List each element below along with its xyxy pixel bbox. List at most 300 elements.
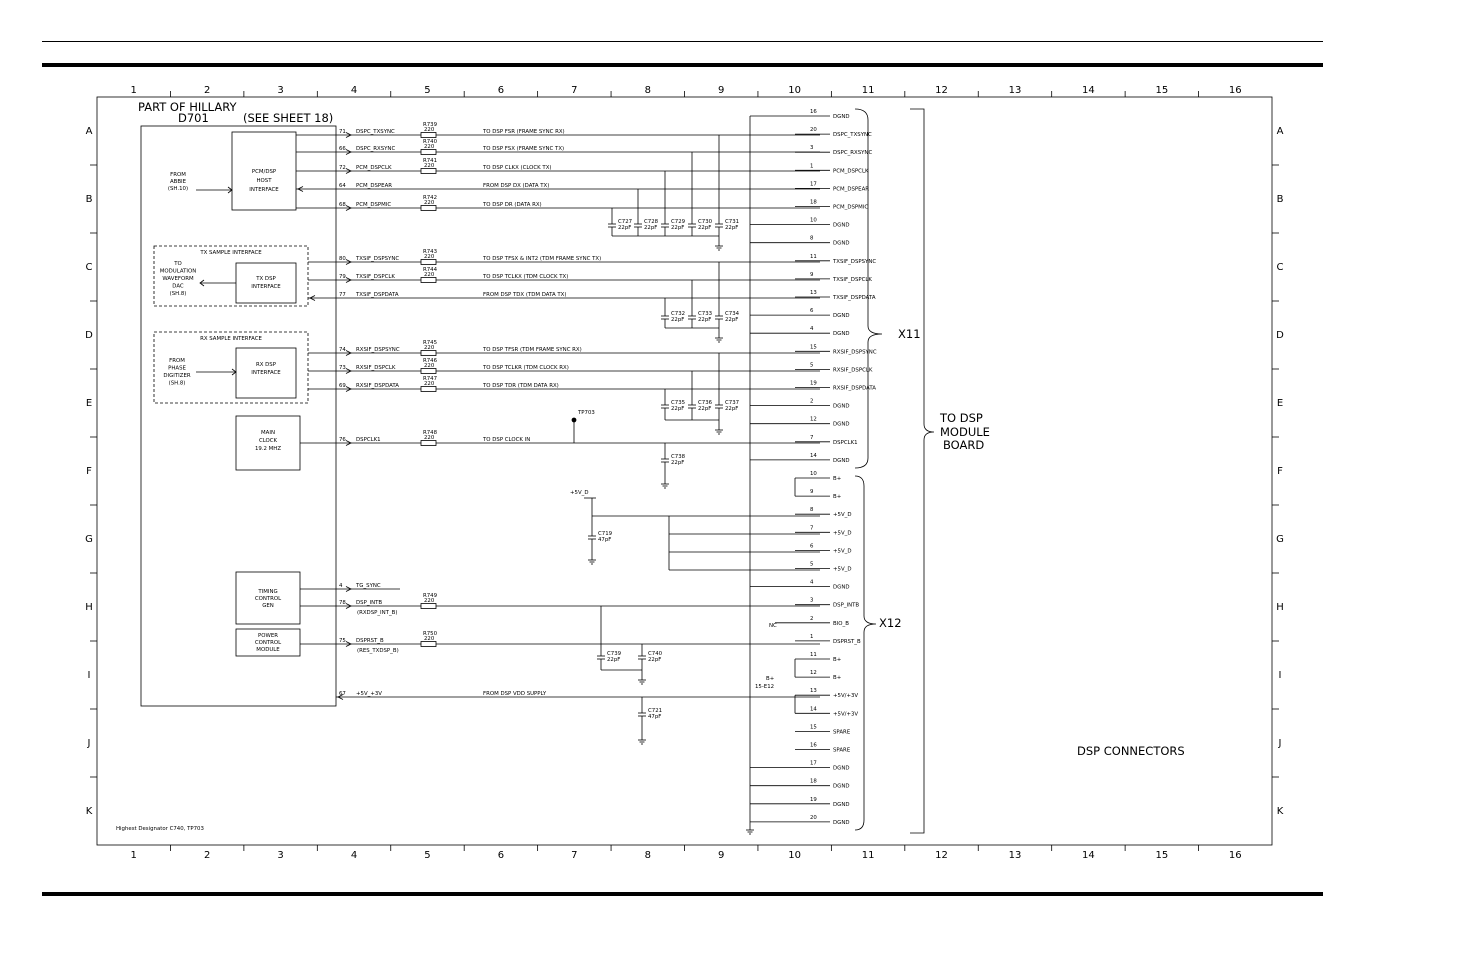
row-label-left: H [85,602,93,613]
pin-number: 64 [339,183,346,189]
pin-number: 4 [339,583,343,589]
x12-pin-number: 3 [810,597,814,604]
capacitor-value: 22pF [671,317,685,323]
x12-label: X12 [879,616,902,630]
x11-pin-number: 2 [810,398,814,405]
frame-border [97,97,1272,845]
x11-pin-number: 15 [810,344,817,351]
net-name: PCM_DSPMIC [356,202,392,208]
capacitor-ref: C732 [671,311,686,317]
capacitor-value: 22pF [648,657,662,663]
x12-pin-name: SPARE [833,729,851,736]
x11-pin-name: PCM_DSPCLK [833,168,869,175]
pin-number: 78 [339,600,346,606]
x12-pin-number: 15 [810,724,817,731]
x12-pin-name: B+ [833,675,842,682]
capacitor-ref: C728 [644,219,659,225]
main-clock-label: CLOCK [258,438,278,444]
net-name: TG_SYNC [356,583,381,589]
timing-label: GEN [262,603,274,609]
x12-pin-name: B+ [833,476,842,482]
x11-pin-name: DSPCLK1 [833,439,858,446]
resistor-ref: R743 [423,249,438,255]
resistor [421,441,436,446]
x11-pin-number: 1 [810,163,814,170]
row-label-left: J [87,738,91,749]
to-modulation-label: MODULATION [159,268,197,275]
bplus-offsheet-label: B+ [766,676,775,682]
timing-label: CONTROL [254,596,282,602]
d701-ref: D701 [178,111,209,125]
column-label-top: 8 [644,85,651,96]
timing-label: TIMING [258,589,278,595]
x11-pin-number: 7 [810,434,814,441]
net-alias: (RES_TXDSP_B) [357,648,399,654]
column-label-bottom: 16 [1228,850,1242,861]
pin-number: 75 [339,638,346,644]
net-name: RXSIF_DSPCLK [356,365,396,371]
pin-number: 80 [339,256,346,262]
signal-description: TO DSP FSR (FRAME SYNC RX) [483,129,565,135]
from-abbie-label: (SH.10) [167,186,189,192]
row-label-right: K [1276,806,1284,817]
net-name: RXSIF_DSPDATA [356,383,399,389]
x11-pin-name: DGND [833,313,850,320]
row-label-left: K [85,806,93,817]
x12-pin-name: B+ [833,494,842,501]
x11-pin-number: 14 [810,452,817,459]
column-label-bottom: 13 [1008,850,1022,861]
from-phase-label: PHASE [168,365,186,372]
capacitor-ref: C737 [725,400,740,406]
x12-pin-name: +5V_D [833,530,852,537]
connectors-x11-x12 [750,109,934,833]
signal-description: TO DSP TCLKX (TDM CLOCK TX) [483,274,569,280]
x12-pin-number: 4 [810,579,814,586]
column-label-top: 9 [718,85,725,96]
highest-designator-note: Highest Designator C740, TP703 [116,826,204,832]
resistor-ref: R744 [423,267,438,273]
capacitor-value: 22pF [698,406,712,412]
signal-description: FROM DSP DX (DATA TX) [483,183,550,189]
main-clock-label: MAIN [261,430,275,436]
pin-number: 76 [339,437,346,443]
resistor [421,260,436,265]
x12-pin-number: 13 [810,688,817,695]
net-name: DSP_INTB [356,600,383,606]
capacitor-labels [598,219,740,720]
pin-number: 66 [339,146,346,152]
resistor [421,278,436,283]
pcm-dsp-label: PCM/DSP [251,169,277,175]
net-name: DSPCLK1 [356,437,381,443]
column-label-bottom: 1 [130,850,137,861]
power-label: MODULE [256,647,280,653]
column-label-bottom: 10 [788,850,802,861]
column-label-bottom: 9 [718,850,725,861]
x12-pin-name: DGND [833,765,850,772]
x11-pin-name: PCM_DSPMIC [833,204,869,211]
resistor-value: 220 [424,200,435,206]
rx-dsp-label: INTERFACE [251,370,281,376]
pin-number: 69 [339,383,346,389]
x11-pin-name: DSPC_RXSYNC [833,150,873,157]
capacitor-ref: C738 [671,454,686,460]
column-label-top: 12 [935,85,948,96]
x11-pin-name: DGND [833,403,850,410]
capacitor-ref: C733 [698,311,713,317]
row-label-right: H [1276,602,1284,613]
tx-dsp-label: TX DSP [256,276,276,282]
pcm-dsp-label: INTERFACE [249,187,279,193]
capacitor-value: 22pF [671,460,685,466]
x12-pin-number: 9 [810,489,814,496]
x12-pin-number: 5 [810,561,814,568]
net-alias: (RXDSP_INT_B) [357,610,398,616]
net-name: DSPC_RXSYNC [356,146,396,152]
resistor-ref: R745 [423,340,438,346]
x12-pin-name: DGND [833,819,850,826]
row-label-left: I [87,670,91,681]
x11-pin-number: 5 [810,362,814,369]
column-label-bottom: 7 [571,850,578,861]
signal-description: TO DSP CLOCK IN [483,437,531,443]
capacitor-value: 22pF [725,225,739,231]
x12-pin-name: DGND [833,801,850,808]
column-label-bottom: 8 [644,850,651,861]
resistor-value: 220 [424,345,435,351]
x12-pin-name: SPARE [833,747,851,754]
x11-pin-name: RXSIF_DSPSYNC [833,349,877,356]
x11-pin-name: TXSIF_DSPCLK [833,276,872,283]
x11-pin-name: DGND [833,114,850,120]
pin-number: 67 [339,691,346,697]
net-name: TXSIF_DSPCLK [356,274,395,280]
signal-description: TO DSP DR (DATA RX) [483,202,542,208]
row-label-left: G [85,534,93,545]
column-label-top: 13 [1008,85,1022,96]
from-phase-label: DIGITIZER [163,373,191,379]
resistor [421,604,436,609]
column-label-top: 2 [203,85,211,96]
signal-description: TO DSP TCLKR (TDM CLOCK RX) [483,365,569,371]
resistor-ref: R739 [423,122,438,128]
x12-pin-number: 11 [810,652,817,658]
resistor-value: 220 [424,598,435,604]
plus5vd-label: +5V_D [570,490,589,496]
capacitor-value: 22pF [671,406,685,412]
nc-label: NC [769,623,777,629]
x12-pin-name: DGND [833,783,850,790]
pin-number: 68 [339,202,346,208]
to-dsp-line1: TO DSP [940,411,983,425]
x12-pin-name: +5V/+3V [833,693,859,700]
capacitor-ref: C734 [725,311,740,317]
to-modulation-label: (SH.8) [169,291,187,297]
d701-title: PART OF HILLARY [138,100,237,114]
x11-pin-number: 19 [810,380,817,387]
net-name: +5V_+3V [356,691,382,697]
column-label-bottom: 14 [1082,850,1095,861]
x12-pin-number: 17 [810,760,817,767]
x11-pin-number: 16 [810,109,817,115]
pin-number: 77 [339,292,346,298]
to-dsp-line3: BOARD [943,438,985,452]
x11-pin-number: 3 [810,145,814,152]
column-label-bottom: 15 [1155,850,1169,861]
capacitor-ref: C729 [671,219,686,225]
capacitor-value: 22pF [607,657,621,663]
signal-description: FROM DSP VDD SUPPLY [483,691,547,697]
pcm-dsp-label: HOST [256,178,272,184]
to-modulation-label: TO [174,261,182,267]
resistor [421,387,436,392]
sheet-title: DSP CONNECTORS [1077,744,1185,758]
resistor-ref: R740 [423,139,438,145]
capacitor-value: 22pF [725,406,739,412]
column-label-top: 15 [1155,85,1169,96]
signal-description: TO DSP TFSR (TDM FRAME SYNC RX) [483,347,582,353]
x11-pin-name: DSPC_TXSYNC [833,132,872,139]
resistor [421,369,436,374]
column-label-top: 6 [497,85,505,96]
resistor-value: 220 [424,127,435,133]
capacitor-ref: C736 [698,400,713,406]
x11-pin-name: DGND [833,331,850,338]
main-clock-label: 19.2 MHZ [254,446,282,452]
from-phase-label: FROM [169,358,185,364]
net-name: TXSIF_DSPDATA [356,292,399,298]
capacitor-ref: C721 [648,708,663,714]
capacitor-value: 47pF [598,537,612,543]
resistor-ref: R746 [423,358,438,364]
rx-dsp-label: RX DSP [256,362,276,368]
x11-pin-name: RXSIF_DSPDATA [833,385,876,392]
x12-pin-name: +5V_D [833,566,852,573]
connector-labels [810,109,877,826]
resistor-ref: R742 [423,195,438,201]
resistor-value: 220 [424,163,435,169]
capacitor-ref: C740 [648,651,663,657]
to-dsp-line2: MODULE [940,425,990,439]
row-label-left: D [85,330,93,341]
row-label-right: D [1276,330,1284,341]
bplus-offsheet-ref: 15-E12 [755,684,775,690]
x12-pin-number: 1 [810,633,814,640]
capacitor-value: 22pF [698,225,712,231]
x11-pin-number: 12 [810,416,817,423]
capacitor-ref: C719 [598,531,613,537]
x12-pin-number: 16 [810,742,817,749]
pin-number: 74 [339,347,346,353]
capacitor-value: 22pF [618,225,632,231]
row-label-left: E [85,398,93,409]
from-abbie-label: ABBIE [169,179,187,185]
resistor-value: 220 [424,381,435,387]
resistor-ref: R747 [423,376,438,382]
x11-pin-number: 8 [810,235,814,242]
column-label-bottom: 12 [935,850,948,861]
tx-group-label: TX SAMPLE INTERFACE [200,250,262,256]
x11-pin-number: 20 [810,127,817,134]
row-label-right: E [1276,398,1284,409]
column-label-top: 11 [861,85,875,96]
capacitor-value: 22pF [725,317,739,323]
x11-brace [855,109,882,468]
row-label-left: C [85,262,93,273]
resistor [421,351,436,356]
x11-pin-name: RXSIF_DSPCLK [833,367,873,374]
x11-pin-number: 4 [810,326,814,333]
x11-pin-number: 6 [810,308,814,315]
d701-see-sheet: (SEE SHEET 18) [243,111,334,125]
column-label-bottom: 3 [277,850,284,861]
x11-pin-name: DGND [833,222,850,229]
capacitor-value: 22pF [671,225,685,231]
capacitor-value: 22pF [698,317,712,323]
row-label-right: G [1276,534,1284,545]
net-name: RXSIF_DSPSYNC [356,347,400,353]
x12-pin-number: 2 [810,615,814,622]
x11-pin-name: PCM_DSPEAR [833,186,870,193]
x11-pin-number: 13 [810,290,817,296]
net-name: DSPC_TXSYNC [356,129,395,135]
capacitor-value: 47pF [648,714,662,720]
resistor-value: 220 [424,272,435,278]
x11-pin-number: 11 [810,253,817,260]
x12-pin-number: 18 [810,778,817,785]
to-modulation-label: WAVEFORM [162,276,194,282]
tp703-dot [572,418,576,422]
column-label-top: 16 [1228,85,1242,96]
x11-pin-number: 9 [810,271,814,278]
x11-pin-name: DGND [833,457,850,464]
x11-label: X11 [898,327,921,341]
column-label-bottom: 2 [203,850,211,861]
pin-number: 79 [339,274,346,280]
from-abbie-label: FROM [170,172,186,178]
x12-pin-number: 19 [810,796,817,803]
signal-description: TO DSP CLKX (CLOCK TX) [483,165,552,171]
signal-description: TO DSP TDR (TDM DATA RX) [483,383,559,389]
d701-section [141,126,336,706]
block-labels [160,169,282,653]
x12-pin-number: 12 [810,670,817,677]
x12-pin-number: 6 [810,543,814,550]
row-label-right: C [1276,262,1284,273]
from-phase-label: (SH.8) [168,380,186,387]
row-label-right: I [1278,670,1282,681]
pin-number: 72 [339,165,346,171]
power-label: POWER [258,633,278,639]
capacitor-ref: C731 [725,219,740,225]
to-modulation-label: DAC [172,283,184,290]
column-label-top: 1 [130,85,137,96]
column-label-top: 3 [277,85,284,96]
net-name: PCM_DSPCLK [356,165,392,171]
signal-description: TO DSP TFSX & INT2 (TDM FRAME SYNC TX) [483,256,602,262]
capacitor-ref: C727 [618,219,633,225]
resistor-value: 220 [424,363,435,369]
x12-pin-number: 7 [810,525,814,532]
column-label-top: 5 [424,85,431,96]
resistor-ref: R750 [423,631,438,637]
pin-number: 71 [339,129,346,135]
column-label-bottom: 5 [424,850,431,861]
net-name: PCM_DSPEAR [356,183,393,189]
power-label: CONTROL [254,640,282,646]
x11-pin-name: TXSIF_DSPSYNC [833,258,877,265]
tx-dsp-label: INTERFACE [251,284,281,290]
x12-pin-name: DSPRST_B [833,638,861,645]
resistor-value: 220 [424,435,435,441]
x12-pin-name: +5V/+3V [833,711,859,718]
resistor-value: 220 [424,144,435,150]
x12-brace [855,476,876,830]
row-label-right: J [1278,738,1282,749]
row-label-right: A [1276,126,1284,137]
column-label-top: 10 [788,85,802,96]
column-label-bottom: 11 [861,850,875,861]
capacitor-banks [584,135,820,834]
capacitor-ref: C735 [671,400,686,406]
net-name: TXSIF_DSPSYNC [356,256,400,262]
resistor [421,150,436,155]
row-label-left: F [86,466,92,477]
capacitor-value: 22pF [644,225,658,231]
module-brace [910,109,934,833]
resistor-value: 220 [424,636,435,642]
x11-pin-name: DGND [833,421,850,428]
x11-pin-number: 10 [810,217,817,224]
resistor-ref: R749 [423,593,438,599]
net-name: DSPRST_B [356,638,384,644]
signal-description: FROM DSP TDX (TDM DATA TX) [483,292,567,298]
row-label-right: B [1276,194,1284,205]
x12-pin-name: +5V_D [833,512,852,519]
capacitor-ref: C739 [607,651,622,657]
resistor [421,169,436,174]
pin-number: 73 [339,365,346,371]
x12-pin-name: BIO_B [833,620,849,627]
x12-pin-number: 14 [810,706,817,713]
row-label-left: B [85,194,93,205]
x12-pin-name: DGND [833,584,850,591]
x12-pin-number: 10 [810,471,817,477]
column-label-top: 4 [350,85,358,96]
resistor-ref: R741 [423,158,438,164]
column-label-bottom: 6 [497,850,505,861]
tp703-label: TP703 [578,410,595,416]
x11-pin-name: TXSIF_DSPDATA [833,295,876,301]
x12-pin-number: 8 [810,507,814,514]
row-label-left: A [85,126,93,137]
column-label-top: 14 [1082,85,1095,96]
x12-pin-number: 20 [810,814,817,821]
signal-description: TO DSP FSX (FRAME SYNC TX) [483,146,565,152]
column-label-bottom: 4 [350,850,358,861]
x12-pin-name: B+ [833,657,842,663]
resistor-value: 220 [424,254,435,260]
drawing-frame [87,91,1279,851]
resistor [421,133,436,138]
row-label-right: F [1277,466,1283,477]
rx-group-label: RX SAMPLE INTERFACE [200,336,262,342]
capacitor-ref: C730 [698,219,713,225]
tx-dsp-interface-block [236,263,296,303]
x12-pin-name: +5V_D [833,548,852,555]
x12-pin-name: DSP_INTB [833,602,860,609]
